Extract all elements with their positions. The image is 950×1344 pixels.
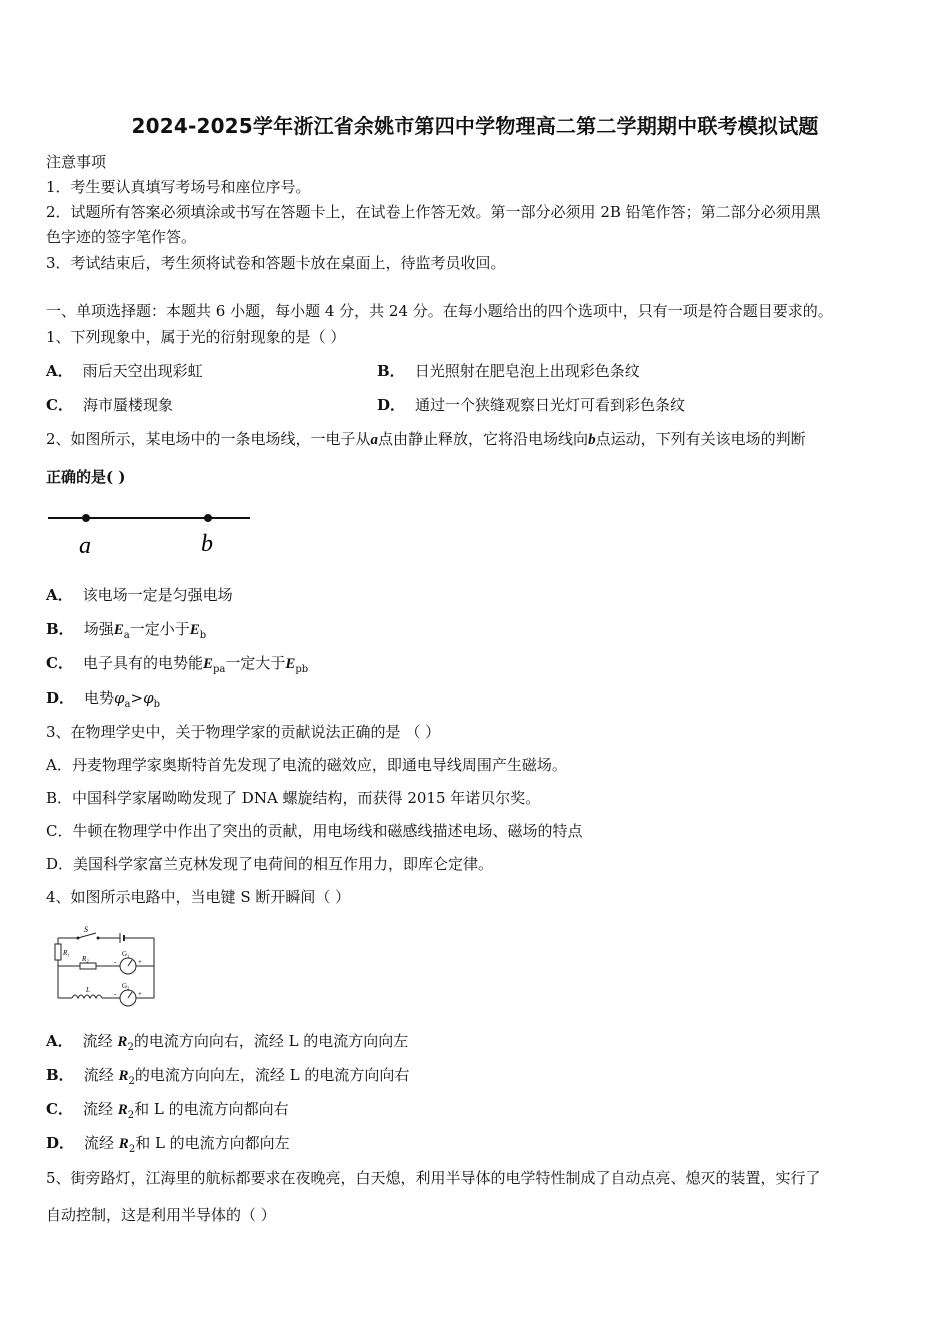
option-label: A．	[46, 362, 73, 380]
symbol-r: R	[118, 1136, 129, 1152]
symbol-e: E	[285, 656, 296, 672]
subscript: b	[153, 699, 161, 710]
subscript: a	[124, 699, 131, 710]
field-line-figure	[46, 505, 256, 560]
notice-item-2-cont: 色字迹的签字笔作答。	[46, 228, 197, 246]
subscript: 2	[128, 1144, 136, 1155]
label-g1: G₁	[122, 950, 130, 958]
symbol-e: E	[202, 656, 213, 672]
q4-option-c	[46, 1099, 289, 1126]
option-text: 的电流方向向左，流经 L 的电流方向向右	[134, 1066, 410, 1084]
point-a	[82, 514, 90, 522]
symbol-r: R	[117, 1034, 128, 1050]
option-text: 海市蜃楼现象	[82, 396, 173, 414]
option-label: D．	[46, 1134, 75, 1152]
q3-option-b: B．中国科学家屠呦呦发现了 DNA 螺旋结构，而获得 2015 年诺贝尔奖。	[46, 789, 541, 807]
notice-item-1: 1．考生要认真填写考场号和座位序号。	[46, 178, 311, 196]
symbol-phi: φ	[143, 689, 154, 707]
option-text: 和 L 的电流方向都向左	[135, 1134, 290, 1152]
option-text: 通过一个狭缝观察日光灯可看到彩色条纹	[415, 396, 686, 414]
q2-option-c	[46, 653, 308, 680]
g1-plus: +	[138, 958, 142, 966]
q2-stem-line2: 正确的是( )	[46, 468, 126, 486]
option-label: D．	[46, 689, 75, 707]
resistor-r1	[55, 944, 61, 960]
option-text: 流经	[83, 1066, 119, 1084]
option-text: 雨后天空出现彩虹	[82, 362, 203, 380]
subscript: 2	[127, 1110, 135, 1121]
q2-stem-line1	[46, 429, 806, 450]
subscript: 2	[127, 1042, 134, 1053]
option-label: C．	[46, 396, 73, 414]
notice-heading: 注意事项	[46, 153, 107, 171]
label-g2: G₂	[122, 982, 130, 990]
subscript: 2	[128, 1076, 135, 1087]
q1-option-d	[377, 395, 685, 415]
option-label: B．	[46, 1066, 74, 1084]
relation: >	[130, 689, 144, 707]
notice-item-2: 2．试题所有答案必须填涂或书写在答题卡上，在试卷上作答无效。第一部分必须用 2B 铅笔作答；第二部分必须用黑	[46, 203, 821, 221]
g2-minus: -	[114, 990, 117, 998]
g1-minus: -	[114, 958, 117, 966]
q5-stem-line2: 自动控制，这是利用半导体的（ ）	[46, 1206, 276, 1224]
option-text: 的电流方向向右，流经 L 的电流方向向左	[133, 1032, 409, 1050]
q3-option-a: A．丹麦物理学家奥斯特首先发现了电流的磁效应，即通电导线周围产生磁场。	[46, 756, 567, 774]
option-text: 流经	[82, 1100, 118, 1118]
exam-title: 2024-2025学年浙江省余姚市第四中学物理高二第二学期期中联考模拟试题	[131, 114, 819, 138]
q5-stem-line1: 5、街旁路灯，江海里的航标都要求在夜晚亮，白天熄，利用半导体的电学特性制成了自动点亮、熄灭的装置，实行了	[46, 1169, 821, 1187]
q1-option-a	[46, 361, 203, 381]
circuit-figure	[50, 922, 162, 1008]
option-label: B．	[46, 620, 74, 638]
symbol-e: E	[189, 622, 200, 638]
q3-stem: 3、在物理学史中，关于物理学家的贡献说法正确的是 （ ）	[46, 723, 441, 741]
option-text: 流经	[82, 1032, 118, 1050]
option-text: 流经	[84, 1134, 119, 1152]
q4-option-a	[46, 1031, 408, 1058]
option-label: D．	[377, 396, 406, 414]
q1-option-b	[377, 361, 640, 381]
q2-var-a: a	[370, 432, 379, 448]
label-s: S	[84, 925, 88, 934]
q4-option-b	[46, 1065, 409, 1092]
q3-option-d: D．美国科学家富兰克林发现了电荷间的相互作用力，即库仑定律。	[46, 855, 494, 873]
q2-stem-text-2: 点由静止释放，它将沿电场线向	[378, 430, 589, 448]
notice-item-3: 3．考试结束后，考生须将试卷和答题卡放在桌面上，待监考员收回。	[46, 254, 506, 272]
inductor-l	[72, 995, 102, 998]
option-text: 和 L 的电流方向都向右	[134, 1100, 289, 1118]
option-label: B．	[377, 362, 405, 380]
label-a: a	[79, 533, 91, 559]
option-text: 场强	[83, 620, 114, 638]
symbol-r: R	[117, 1102, 128, 1118]
subscript: a	[123, 630, 130, 641]
q1-option-c	[46, 395, 173, 415]
resistor-r2	[80, 963, 96, 969]
point-b	[204, 514, 212, 522]
q3-option-c: C．牛顿在物理学中作出了突出的贡献，用电场线和磁感线描述电场、磁场的特点	[46, 822, 583, 840]
q2-var-b: b	[588, 432, 596, 448]
symbol-r: R	[118, 1068, 129, 1084]
q2-option-d	[46, 688, 160, 715]
label-r2: R₂	[82, 955, 89, 963]
option-label: A．	[46, 1032, 73, 1050]
option-text: 一定小于	[129, 620, 190, 638]
q1-stem: 1、下列现象中，属于光的衍射现象的是（ ）	[46, 328, 346, 346]
label-l: L	[86, 986, 90, 994]
option-text: 一定大于	[225, 654, 286, 672]
subscript: pa	[212, 664, 226, 675]
option-text: 该电场一定是匀强电场	[82, 586, 233, 604]
symbol-phi: φ	[114, 689, 125, 707]
symbol-e: E	[113, 622, 124, 638]
option-text: 电子具有的电势能	[82, 654, 203, 672]
option-text: 日光照射在肥皂泡上出现彩色条纹	[414, 362, 640, 380]
q4-stem: 4、如图所示电路中，当电键 S 断开瞬间（ ）	[46, 888, 351, 906]
subscript: b	[199, 630, 207, 641]
option-label: A．	[46, 586, 73, 604]
q4-option-d	[46, 1133, 290, 1160]
option-label: C．	[46, 1100, 73, 1118]
label-b: b	[201, 531, 213, 557]
option-text: 电势	[84, 689, 115, 707]
q2-stem-text-1: 2、如图所示，某电场中的一条电场线，一电子从	[46, 430, 371, 448]
g2-plus: +	[138, 990, 142, 998]
option-label: C．	[46, 654, 73, 672]
q2-option-a	[46, 585, 233, 605]
q2-stem-text-3: 点运动，下列有关该电场的判断	[595, 430, 806, 448]
section-heading: 一、单项选择题：本题共 6 小题，每小题 4 分，共 24 分。在每小题给出的四个选项中，只有一项是符合题目要求的。	[46, 302, 833, 320]
subscript: pb	[295, 664, 309, 675]
q2-option-b	[46, 619, 206, 646]
label-r1: R₁	[63, 949, 70, 957]
